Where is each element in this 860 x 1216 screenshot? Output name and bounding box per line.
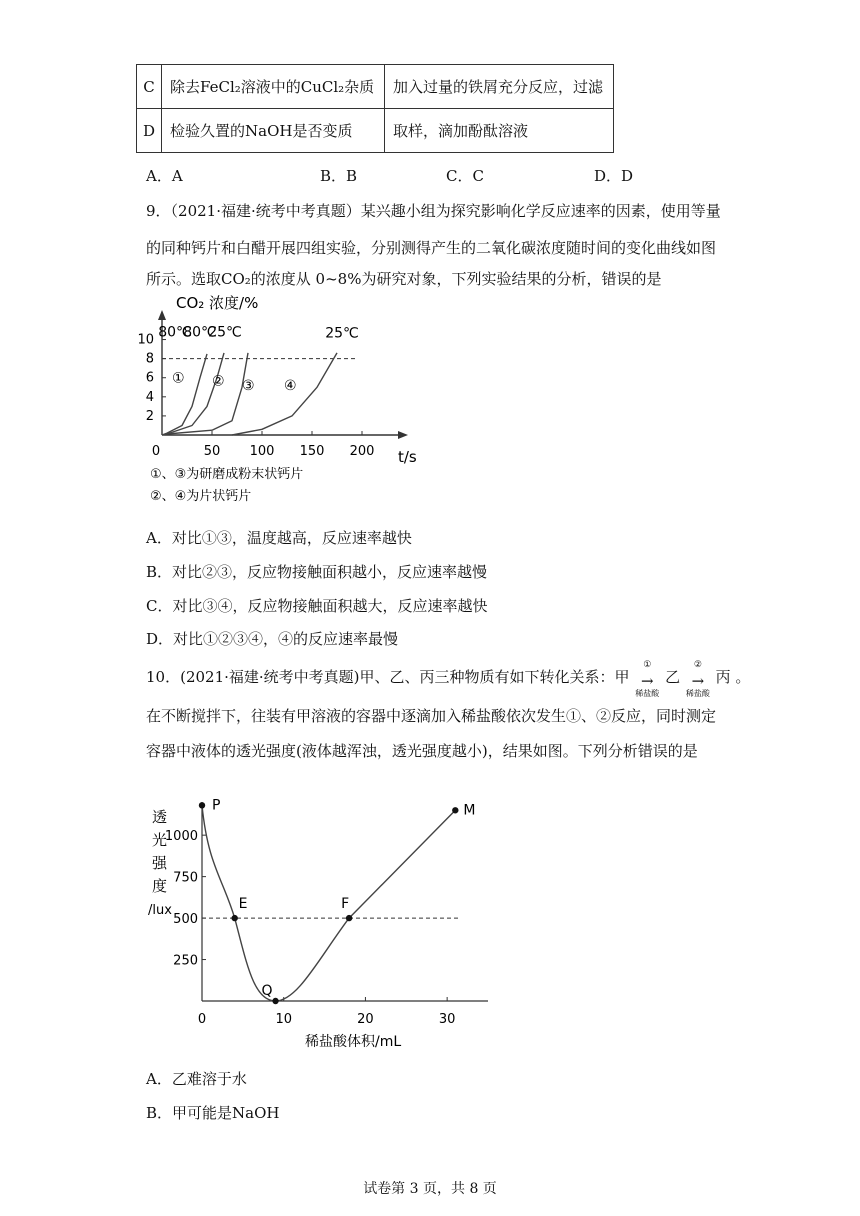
point-label: F	[341, 896, 350, 913]
point-label: M	[463, 802, 476, 819]
series-temp-label: 80℃	[158, 324, 192, 341]
y-axis-label: 度	[152, 877, 168, 895]
y-tick-label: 4	[145, 389, 154, 405]
arrow-2-bottom: 稀盐酸	[685, 689, 710, 698]
x-tick-label: 200	[349, 444, 375, 459]
q8-option-d: D．D	[594, 167, 634, 185]
q10-stem-line	[146, 660, 751, 698]
q9-option-b: B．对比②③，反应物接触面积越小，反应速率越慢	[146, 563, 488, 581]
series-line	[162, 353, 248, 435]
arrow-2-top: ②	[693, 660, 702, 670]
x-tick-label: 100	[249, 444, 275, 459]
arrow-2	[685, 660, 711, 698]
y-tick-label: 750	[173, 870, 198, 886]
q10-mid: 乙	[665, 668, 681, 686]
row-key: D	[137, 109, 162, 153]
q9-stem-line: 的同种钙片和白醋开展四组实验，分别测得产生的二氧化碳浓度随时间的变化曲线如图	[146, 239, 717, 257]
table-row	[137, 65, 614, 109]
data-point	[199, 802, 205, 808]
arrow-1-bottom: 稀盐酸	[635, 689, 660, 698]
q9-option-a: A．对比①③，温度越高，反应速率越快	[146, 529, 412, 547]
right-arrow-icon: →	[641, 672, 654, 690]
q10-stem-line: 在不断搅拌下，往装有甲溶液的容器中逐滴加入稀盐酸依次发生①、②反应，同时测定	[146, 707, 717, 725]
q10-end: 丙 。	[715, 668, 751, 686]
series-line	[162, 354, 207, 435]
y-tick-label: 8	[145, 351, 154, 367]
row-method: 取样，滴加酚酞溶液	[385, 109, 614, 153]
series-temp-label: 25℃	[325, 325, 359, 342]
q10-option-b: B．甲可能是NaOH	[146, 1104, 280, 1122]
q9-option-d: D．对比①②③④，④的反应速率最慢	[146, 630, 399, 648]
q8-option-a: A．A	[146, 167, 183, 185]
page-footer: 试卷第 3 页，共 8 页	[363, 1181, 497, 1197]
x-tick-label: 10	[275, 1012, 292, 1027]
series-label: ④	[284, 378, 297, 395]
chart1-xlabel: t/s	[398, 448, 417, 466]
y-tick-label: 500	[173, 912, 198, 928]
y-tick-label: 250	[173, 953, 198, 969]
data-point	[231, 915, 237, 921]
q9-option-c: C．对比③④，反应物接触面积越大，反应速率越快	[146, 597, 488, 615]
series-temp-label: 25℃	[208, 324, 242, 341]
chart1-ylabel: CO₂ 浓度/%	[176, 294, 259, 312]
x-axis-arrow-icon	[398, 431, 408, 439]
q8-option-c: C．C	[446, 167, 484, 185]
row-task: 除去FeCl₂溶液中的CuCl₂杂质	[162, 65, 385, 109]
table-row	[137, 109, 614, 153]
x-tick-label: 50	[203, 444, 221, 459]
point-label: E	[238, 896, 248, 913]
y-tick-label: 10	[137, 332, 154, 348]
series-label: ②	[212, 373, 225, 390]
y-axis-label: 透	[152, 808, 168, 826]
right-arrow-icon: →	[691, 672, 705, 690]
y-tick-label: 6	[145, 370, 154, 386]
y-axis-label: /lux	[148, 903, 172, 918]
data-point	[452, 807, 458, 813]
chart1-note: ①、③为研磨成粉末状钙片	[150, 467, 304, 482]
series-temp-label: 80℃	[183, 324, 217, 341]
series-line	[162, 353, 224, 435]
x-tick-label: 30	[438, 1012, 456, 1027]
series-label: ③	[242, 378, 255, 395]
x-tick-label: 150	[299, 444, 325, 459]
data-point	[346, 915, 352, 921]
x-tick-label: 0	[197, 1012, 207, 1027]
x-tick-label: 20	[357, 1012, 374, 1027]
y-tick-label: 2	[145, 408, 154, 424]
data-point	[272, 998, 278, 1004]
chart1-note: ②、④为片状钙片	[150, 489, 252, 504]
x-tick-label: 0	[151, 444, 161, 459]
q10-stem-prefix: 10．(2021·福建·统考中考真题)甲、乙、丙三种物质有如下转化关系：甲	[146, 668, 630, 686]
q10-option-a: A．乙难溶于水	[146, 1070, 247, 1088]
row-key: C	[137, 65, 162, 109]
y-axis-label: 光	[152, 831, 168, 849]
series-label: ①	[172, 370, 185, 387]
arrow-1	[634, 660, 660, 698]
row-method: 加入过量的铁屑充分反应，过滤	[385, 65, 614, 109]
q8-option-b: B．B	[320, 167, 358, 185]
point-label: P	[212, 797, 221, 814]
point-label: Q	[261, 983, 273, 999]
chart2-xlabel: 稀盐酸体积/mL	[305, 1034, 402, 1050]
row-task: 检验久置的NaOH是否变质	[162, 109, 385, 153]
y-axis-label: 强	[152, 854, 168, 872]
options-table	[136, 64, 614, 153]
q9-stem-line: 9．（2021·福建·统考中考真题）某兴趣小组为探究影响化学反应速率的因素，使用等量	[146, 202, 721, 220]
q10-stem-line: 容器中液体的透光强度(液体越浑浊，透光强度越小)，结果如图。下列分析错误的是	[146, 742, 698, 760]
y-axis-arrow-icon	[158, 310, 166, 320]
arrow-1-top: ①	[643, 660, 652, 670]
transmission-chart	[140, 790, 510, 1060]
y-tick-label: 1000	[164, 829, 198, 845]
q9-stem-line: 所示。选取CO₂的浓度从 0~8%为研究对象，下列实验结果的分析，错误的是	[146, 270, 662, 288]
co2-chart	[137, 290, 430, 520]
